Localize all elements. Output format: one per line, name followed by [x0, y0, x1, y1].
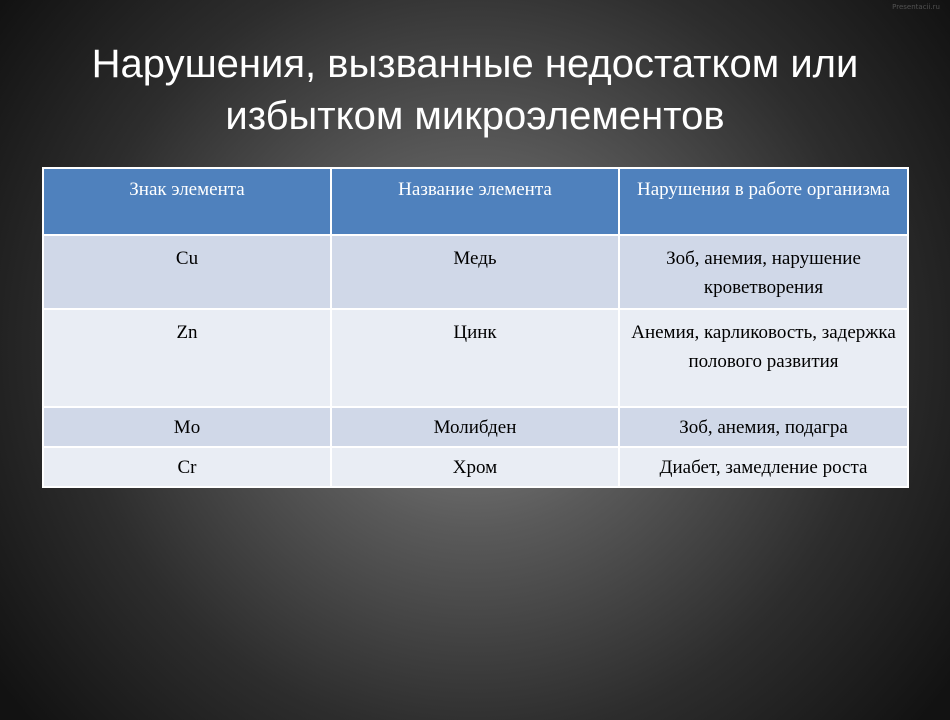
- watermark: Presentacii.ru: [892, 3, 940, 11]
- column-header-disorders: Нарушения в работе организма: [619, 168, 908, 235]
- data-table: [42, 167, 909, 488]
- cell-disorders: Зоб, анемия, нарушение кроветворения: [619, 235, 908, 309]
- cell-symbol: Mo: [43, 407, 331, 447]
- table-header-row: [43, 168, 908, 235]
- column-header-name: Название элемента: [331, 168, 619, 235]
- cell-name: Медь: [331, 235, 619, 309]
- table-row: [43, 447, 908, 487]
- column-header-symbol: Знак элемента: [43, 168, 331, 235]
- title-line-1: Нарушения, вызванные недостатком или: [91, 42, 859, 86]
- cell-name: Молибден: [331, 407, 619, 447]
- table-row: [43, 235, 908, 309]
- cell-disorders: Анемия, карликовость, задержка полового развития: [619, 309, 908, 407]
- cell-name: Хром: [331, 447, 619, 487]
- cell-disorders: Зоб, анемия, подагра: [619, 407, 908, 447]
- cell-symbol: Zn: [43, 309, 331, 407]
- page-title: [0, 38, 950, 142]
- microelements-table: [42, 167, 907, 488]
- table-row: [43, 309, 908, 407]
- cell-name: Цинк: [331, 309, 619, 407]
- table-row: [43, 407, 908, 447]
- cell-symbol: Cu: [43, 235, 331, 309]
- cell-symbol: Cr: [43, 447, 331, 487]
- cell-disorders: Диабет, замедление роста: [619, 447, 908, 487]
- title-line-2: избытком микроэлементов: [225, 94, 725, 138]
